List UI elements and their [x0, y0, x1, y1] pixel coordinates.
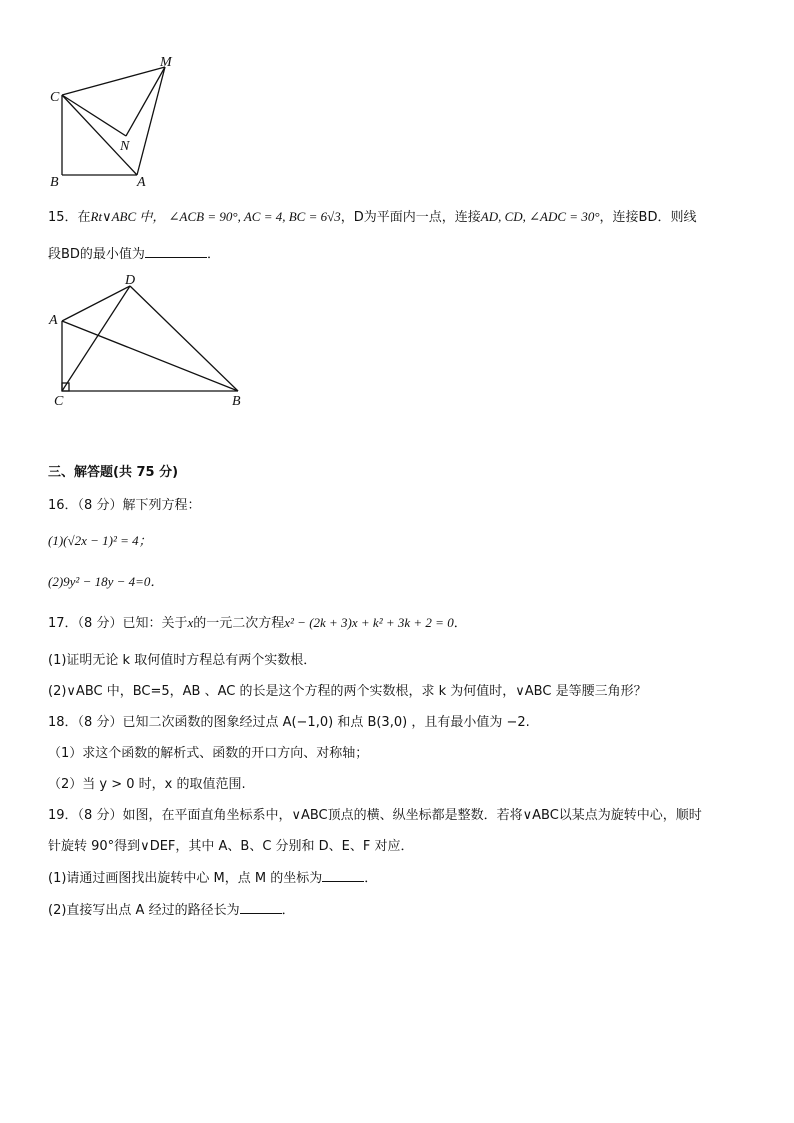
segment-ad	[62, 286, 130, 321]
question-16-stem: 16．（8 分）解下列方程：	[48, 498, 201, 513]
figure-2-diagram	[45, 268, 255, 408]
segment-ca	[62, 95, 137, 175]
question-18-part-2: （2）当 y > 0 时，x 的取值范围.	[48, 777, 246, 792]
label-d: D	[125, 273, 136, 288]
answer-blank[interactable]	[145, 245, 207, 258]
question-17-part-1: (1)证明无论 k 取何值时方程总有两个实数根．	[48, 653, 317, 668]
segment-db	[130, 286, 238, 391]
label-b: B	[232, 394, 241, 408]
question-15-line-2: 段BD的最小值为 ．	[48, 247, 220, 262]
question-19-part-2: (2)直接写出点 A 经过的路径长为 ．	[48, 903, 295, 918]
label-a: A	[49, 313, 58, 328]
question-17-stem: 17．（8 分）已知：关于x的一元二次方程x² − (2k + 3)x + k² + 3k + 2 = 0．	[48, 615, 467, 631]
segment-ab	[62, 321, 238, 391]
question-19-line-2: 针旋转 90°得到∨DEF，其中 A、B、C 分别和 D、E、F 对应．	[48, 839, 414, 854]
segment-ma	[137, 67, 165, 175]
label-c: C	[50, 90, 60, 105]
question-18-part-1: （1）求这个函数的解析式、函数的开口方向、对称轴；	[48, 746, 369, 761]
segment-nm	[126, 67, 165, 136]
segment-cm	[62, 67, 165, 95]
label-c: C	[54, 394, 64, 408]
question-15-line-1: 15．在Rt∨ABC 中， ∠ACB = 90°, AC = 4, BC = 6√3，D为平面内一点，连接AD, CD, ∠ADC = 30°，连接BD．则线	[48, 209, 697, 225]
question-19-part-1: (1)请通过画图找出旋转中心 M，点 M 的坐标为 ．	[48, 871, 378, 886]
question-16-part-1: (1)(√2x − 1)² = 4；	[48, 533, 152, 548]
segment-dc	[62, 286, 130, 391]
figure-1-diagram	[40, 50, 190, 195]
question-18-stem: 18．（8 分）已知二次函数的图象经过点 A(−1,0) 和点 B(3,0) ，且有最小值为 −2.	[48, 715, 530, 730]
section-3-title: 三、解答题(共 75 分)	[48, 465, 179, 480]
answer-blank[interactable]	[240, 901, 282, 914]
question-17-part-2: (2)∨ABC 中，BC=5，AB 、AC 的长是这个方程的两个实数根，求 k 为何值时，∨ABC 是等腰三角形？	[48, 684, 647, 699]
question-16-part-2: (2)9y² − 18y − 4=0．	[48, 574, 164, 589]
label-n: N	[120, 139, 130, 154]
label-b: B	[50, 175, 59, 190]
label-a: A	[137, 175, 146, 190]
answer-blank[interactable]	[322, 869, 364, 882]
label-m: M	[160, 55, 172, 70]
question-19-line-1: 19．（8 分）如图，在平面直角坐标系中，∨ABC顶点的横、纵坐标都是整数．若将∨ABC以某点为旋转中心，顺时	[48, 808, 702, 823]
